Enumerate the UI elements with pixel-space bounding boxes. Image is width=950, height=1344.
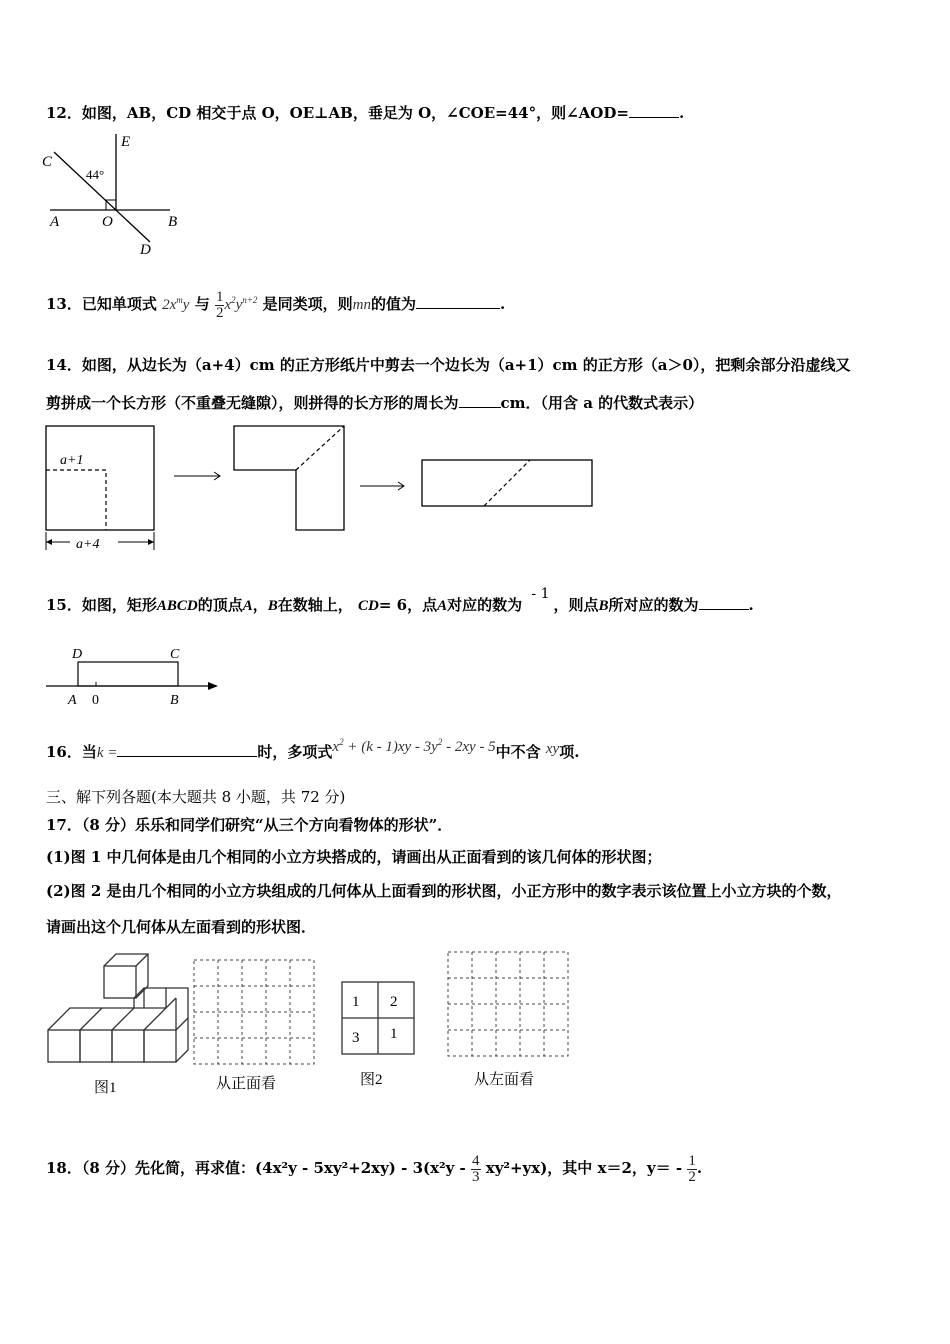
q14-figure: [40, 420, 600, 560]
figure-1-label: 图1: [94, 1080, 117, 1096]
answer-blank[interactable]: [117, 756, 257, 757]
grid-number: 1: [390, 1026, 398, 1042]
q12-text: [46, 102, 684, 123]
grid-number: 2: [390, 994, 398, 1010]
var-mn: mn: [352, 297, 371, 313]
q17-title: 17．（8 分）乐乐和同学们研究“从三个方向看物体的形状”．: [46, 816, 453, 834]
q15-t2: 在数轴上，: [277, 596, 353, 614]
q16-end: 项.: [559, 743, 580, 761]
q18-mid: xy²+yx)，其中 x＝2，y＝ -: [485, 1159, 683, 1177]
label-A: A: [50, 214, 60, 230]
q12-stem: 12．如图，AB，CD 相交于点 O，OE⊥AB，垂足为 O，∠COE=44°，则∠AOD=: [46, 104, 629, 122]
q14-line2: [46, 392, 703, 413]
var-B-2: B: [598, 598, 609, 614]
front-view-grid: [194, 960, 314, 1064]
label-D: D: [72, 647, 83, 662]
value-minus-one: - 1: [531, 586, 550, 602]
section-heading: 三、解下列各题(本大题共 8 小题，共 72 分): [46, 788, 346, 806]
q13-prefix: 13．已知单项式: [46, 295, 157, 313]
q12-figure: [40, 130, 190, 260]
q13-with: 与: [194, 295, 210, 313]
q18-text: [46, 1146, 702, 1190]
q17-part1: (1)图 1 中几何体是由几个相同的小立方块搭成的，请画出从正面看到的该几何体的形状图；: [46, 848, 662, 866]
var-B: B: [267, 598, 278, 614]
q12-end: .: [678, 104, 685, 122]
q18-prefix: 18．（8 分）先化简，再求值：(4x²y - 5xy²+2xy) - 3(x²y -: [46, 1159, 466, 1177]
q15-text: [46, 586, 754, 621]
grid-number: 1: [352, 994, 360, 1010]
grid-number: 3: [352, 1030, 360, 1046]
var-A: A: [242, 598, 253, 614]
q15-t6: 所对应的数为: [608, 596, 699, 614]
q14-line1: 14．如图，从边长为（a+4）cm 的正方形纸片中剪去一个边长为（a+1）cm 的正方形（a＞0），把剩余部分沿虚线又: [46, 356, 851, 374]
answer-blank[interactable]: [416, 308, 500, 309]
polynomial: $x^2 + (k - 1)xy - 3y^2 - 2xy - 5$: [332, 737, 496, 755]
label-D: D: [140, 242, 151, 258]
label-E: E: [121, 134, 131, 150]
q18-fraction-1-2: $\frac{1}{2}$: [688, 1152, 696, 1185]
figure-1-cubes: [48, 954, 188, 1062]
q16-prefix: 16．当: [46, 743, 97, 761]
var-ABCD: ABCD: [156, 598, 198, 614]
var-xy: xy: [545, 741, 560, 757]
q16-no: 中不含: [495, 743, 541, 761]
label-a-plus-1: a+1: [60, 453, 84, 468]
q15-figure: [40, 640, 230, 712]
q17-part2b: 请画出这个几何体从左面看到的形状图．: [46, 918, 317, 936]
q15-comma: ，: [252, 596, 268, 614]
var-k: k =: [96, 745, 118, 761]
q15-t5: ，则点: [553, 596, 599, 614]
label-angle: 44°: [86, 167, 105, 182]
figure-2-label: 图2: [360, 1072, 383, 1088]
q15-end: .: [748, 596, 754, 614]
label-a-plus-4: a+4: [76, 537, 100, 552]
q18-end: .: [696, 1159, 703, 1177]
q15-t3: = 6，点: [378, 596, 438, 614]
var-CD: CD: [358, 598, 379, 614]
label-zero: 0: [92, 693, 99, 708]
monomial-1: $2x^my$: [162, 295, 190, 313]
q18-fraction-4-3: $\frac{4}{3}$: [472, 1152, 480, 1185]
monomial-2: $x^2y^{n+2}$: [224, 295, 258, 313]
q13-suffix: 的值为: [370, 295, 416, 313]
label-C: C: [170, 647, 180, 662]
front-view-label: 从正面看: [216, 1076, 277, 1092]
label-B: B: [168, 214, 178, 230]
q13-end: .: [499, 295, 506, 313]
answer-blank[interactable]: [699, 609, 749, 610]
q13-middle: 是同类项，则: [262, 295, 353, 313]
answer-blank[interactable]: [459, 407, 501, 408]
q16-text: [46, 734, 579, 767]
label-O: O: [102, 214, 113, 230]
answer-blank[interactable]: [629, 117, 679, 118]
q17-part2a: (2)图 2 是由几个相同的小立方块组成的几何体从上面看到的形状图，小正方形中的数字表示该位置上小立方块的个数，: [46, 882, 842, 900]
q17-figures: [40, 944, 580, 1104]
q14-line2a: 剪拼成一个长方形（不重叠无缝隙），则拼得的长方形的周长为: [46, 394, 459, 412]
q15-prefix: 15．如图，矩形: [46, 596, 157, 614]
label-A: A: [68, 693, 77, 708]
label-B: B: [170, 693, 179, 708]
var-A-2: A: [437, 598, 448, 614]
q15-t4: 对应的数为: [447, 596, 523, 614]
q14-line2b: cm．（用含 a 的代数式表示）: [500, 394, 704, 412]
q13-fraction: $\frac{1}{2}$: [215, 288, 224, 321]
q13-text: [46, 278, 505, 327]
q15-t1: 的顶点: [197, 596, 243, 614]
q16-middle: 时，多项式: [257, 743, 333, 761]
label-C: C: [42, 154, 53, 170]
left-view-grid: [448, 952, 568, 1056]
left-view-label: 从左面看: [474, 1072, 535, 1088]
